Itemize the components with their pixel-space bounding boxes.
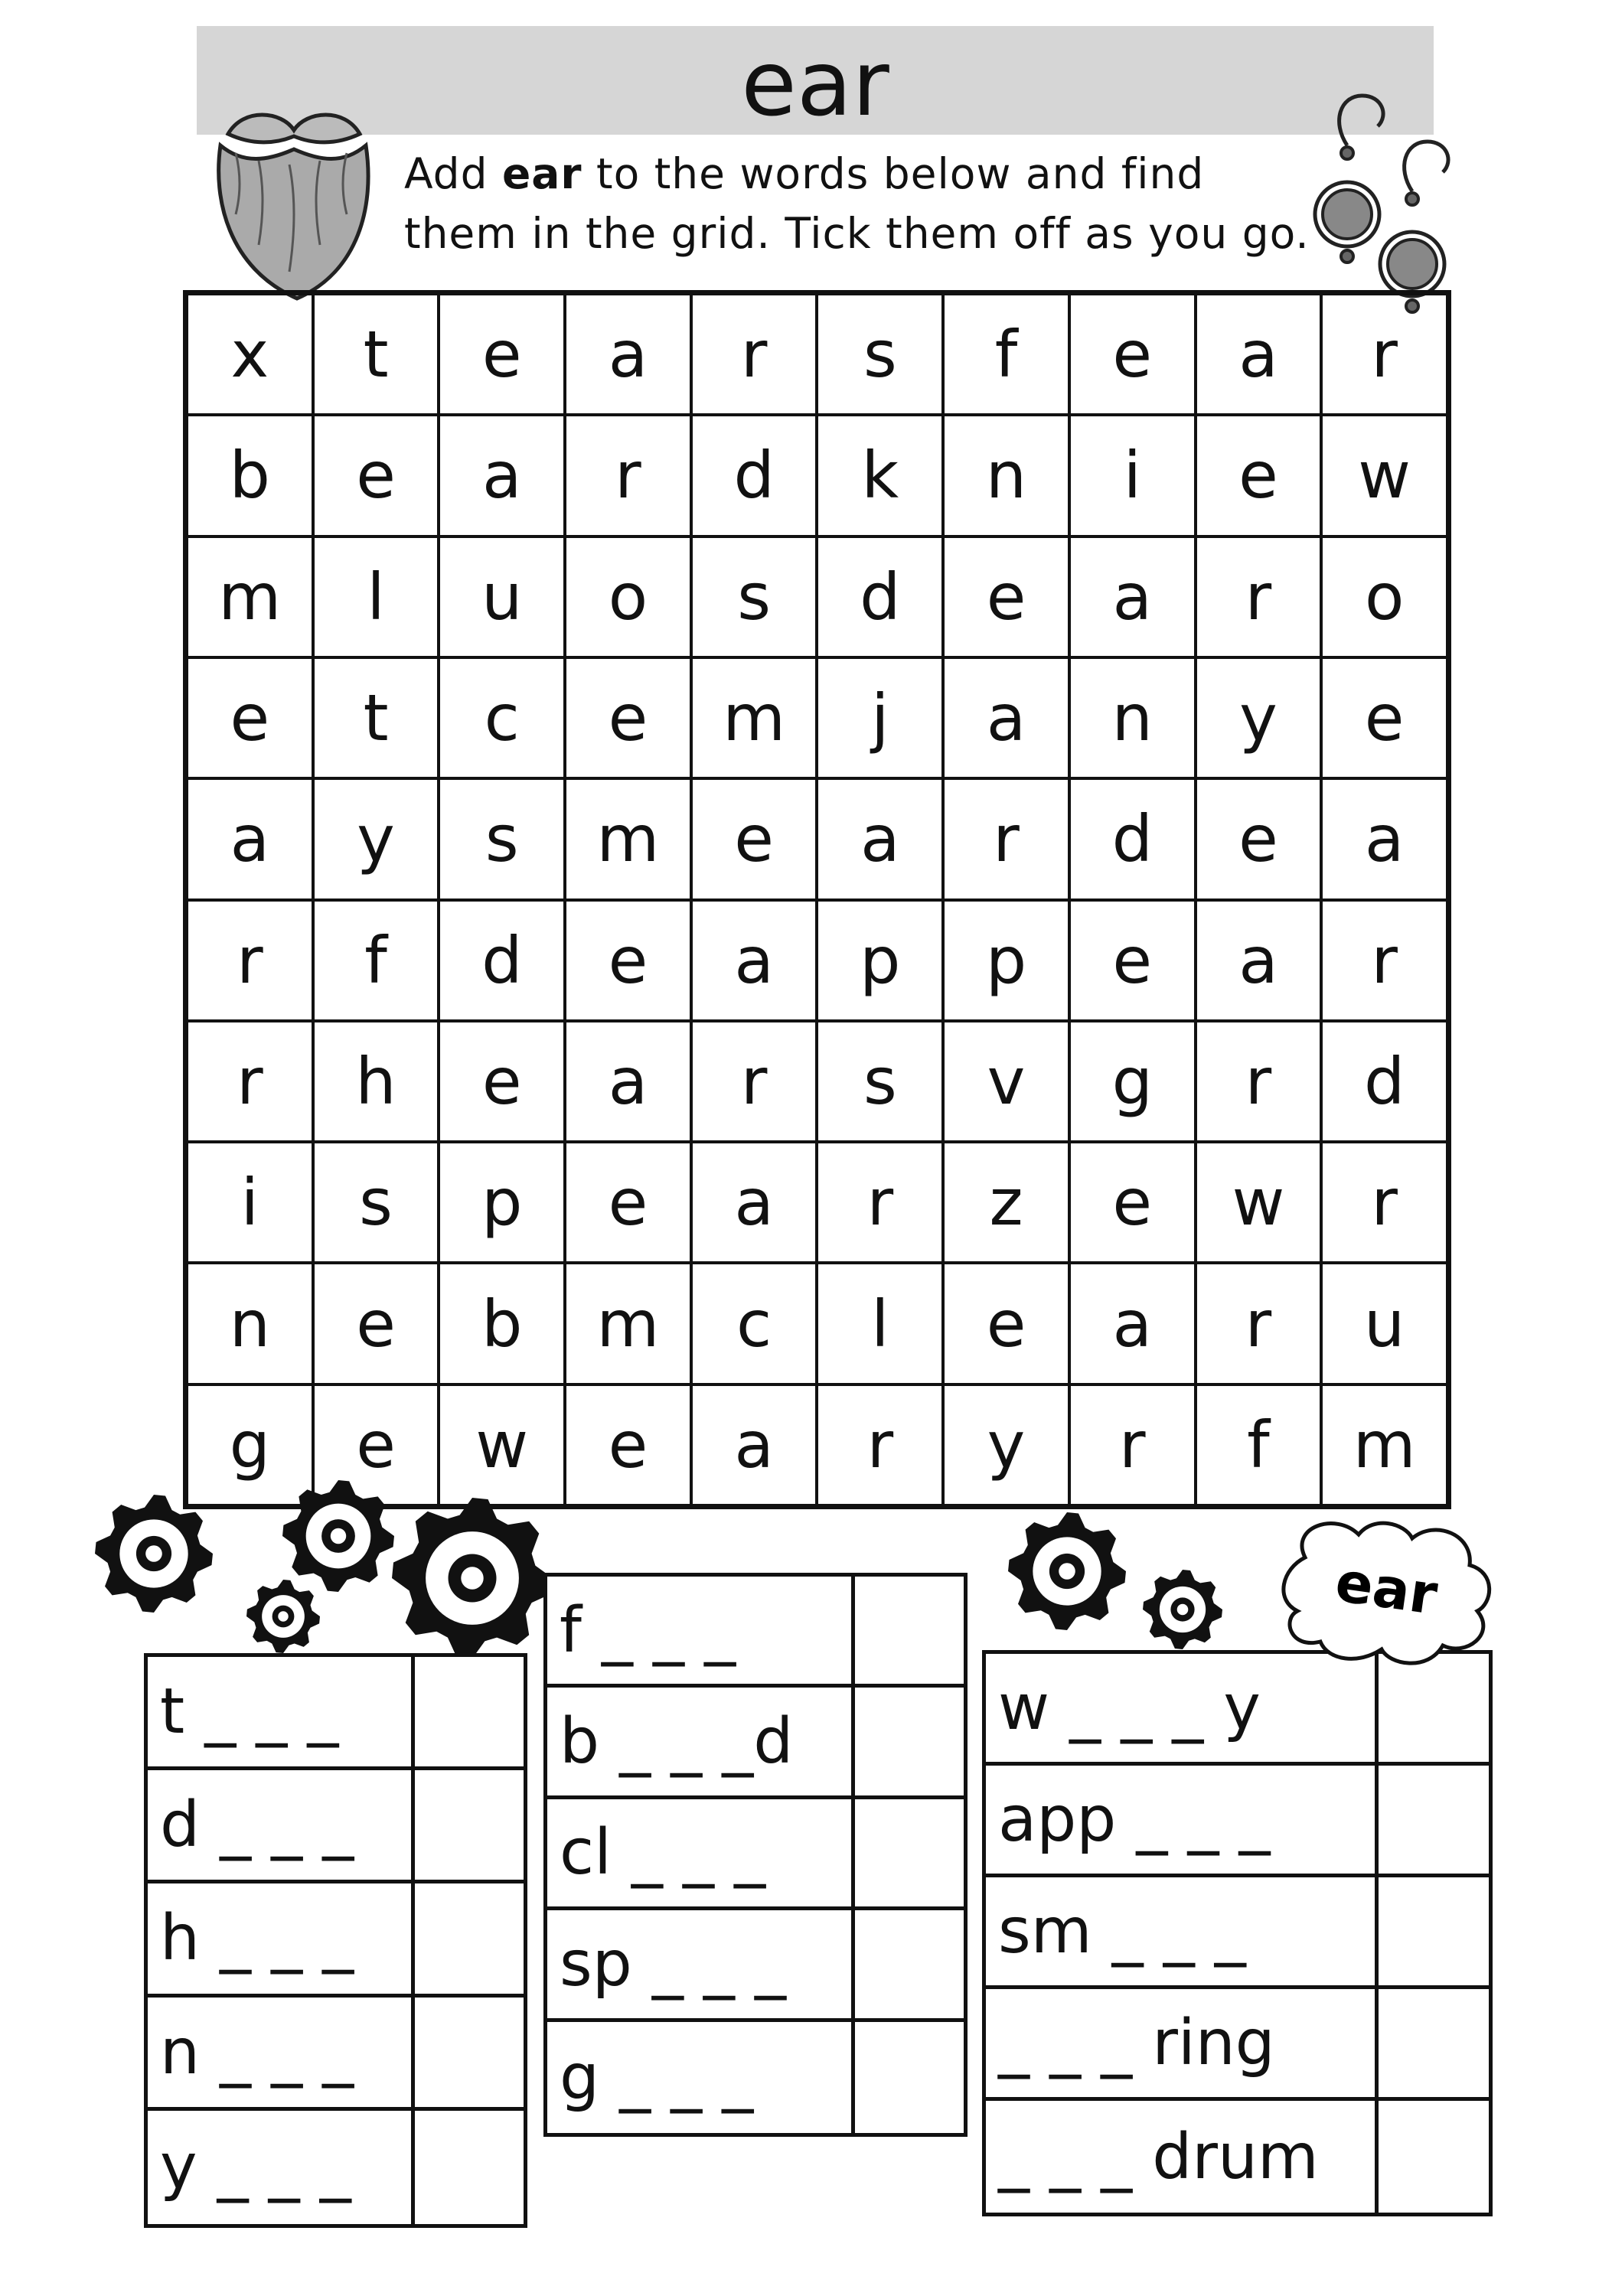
grid-cell[interactable]: a [565, 1021, 691, 1142]
grid-cell[interactable]: c [439, 657, 565, 778]
tick-box[interactable] [415, 1770, 524, 1880]
word-prompt: y _ _ _ [148, 2111, 415, 2224]
grid-cell[interactable]: k [817, 415, 943, 536]
tick-box[interactable] [1379, 1766, 1489, 1874]
tick-box[interactable] [855, 1799, 964, 1906]
grid-cell[interactable]: a [1321, 778, 1447, 899]
gear-icon [1008, 1512, 1126, 1630]
gear-icon [95, 1495, 213, 1613]
grid-cell[interactable]: e [187, 657, 313, 778]
gear-icon [1143, 1570, 1222, 1649]
grid-cell[interactable]: x [187, 294, 313, 415]
word-list-item [148, 1998, 524, 2111]
grid-cell[interactable]: a [1196, 900, 1322, 1021]
grid-cell[interactable]: e [313, 415, 439, 536]
grid-cell[interactable]: e [1321, 657, 1447, 778]
grid-cell[interactable]: i [1069, 415, 1196, 536]
instructions-text: Add [404, 149, 502, 198]
word-list-item [547, 1910, 964, 2021]
grid-cell[interactable]: y [313, 778, 439, 899]
word-list-item [148, 2111, 524, 2224]
grid-cell[interactable]: d [691, 415, 817, 536]
grid-cell[interactable]: e [439, 1021, 565, 1142]
word-prompt: t _ _ _ [148, 1657, 415, 1766]
word-prompt: cl _ _ _ [547, 1799, 855, 1906]
grid-cell[interactable]: j [817, 657, 943, 778]
tick-box[interactable] [855, 1577, 964, 1684]
word-prompt: sm _ _ _ [986, 1877, 1379, 1985]
grid-cell[interactable]: s [439, 778, 565, 899]
word-prompt: b _ _ _d [547, 1688, 855, 1795]
grid-cell[interactable]: r [1196, 1021, 1322, 1142]
grid-cell[interactable]: r [817, 1142, 943, 1263]
grid-cell[interactable]: a [943, 657, 1069, 778]
grid-cell[interactable]: y [943, 1384, 1069, 1505]
grid-cell[interactable]: r [1196, 1263, 1322, 1384]
grid-cell[interactable]: d [1069, 778, 1196, 899]
grid-cell[interactable]: n [943, 415, 1069, 536]
grid-cell[interactable]: r [1069, 1384, 1196, 1505]
tick-box[interactable] [855, 2022, 964, 2133]
grid-cell[interactable]: o [565, 536, 691, 657]
word-list-item [547, 1577, 964, 1688]
grid-cell[interactable]: p [439, 1142, 565, 1263]
grid-cell[interactable]: e [943, 1263, 1069, 1384]
grid-cell[interactable]: a [1069, 536, 1196, 657]
grid-cell[interactable]: a [691, 900, 817, 1021]
grid-cell[interactable]: a [439, 415, 565, 536]
grid-cell[interactable]: l [313, 536, 439, 657]
grid-cell[interactable]: a [187, 778, 313, 899]
instructions-line-2: them in the grid. Tick them off as you go. [404, 209, 1310, 258]
instructions-text: to the words below and find [582, 149, 1205, 198]
gear-icon [246, 1580, 320, 1653]
word-list-item [148, 1657, 524, 1770]
grid-cell[interactable]: e [1196, 415, 1322, 536]
grid-cell[interactable]: e [691, 778, 817, 899]
grid-cell[interactable]: z [943, 1142, 1069, 1263]
grid-cell[interactable]: n [187, 1263, 313, 1384]
grid-cell[interactable]: r [691, 294, 817, 415]
grid-cell[interactable]: l [817, 1263, 943, 1384]
grid-cell[interactable]: r [1321, 1142, 1447, 1263]
grid-cell[interactable]: p [817, 900, 943, 1021]
word-list-item [986, 1766, 1489, 1877]
tick-box[interactable] [415, 1998, 524, 2107]
grid-cell[interactable]: e [565, 1384, 691, 1505]
grid-cell[interactable]: m [1321, 1384, 1447, 1505]
grid-cell[interactable]: e [1196, 778, 1322, 899]
grid-cell[interactable]: n [1069, 657, 1196, 778]
grid-cell[interactable]: r [691, 1021, 817, 1142]
grid-cell[interactable]: a [1069, 1263, 1196, 1384]
cloud-icon [1274, 1512, 1496, 1672]
word-prompt: sp _ _ _ [547, 1910, 855, 2017]
tick-box[interactable] [415, 2111, 524, 2224]
word-prompt: _ _ _ drum [986, 2101, 1379, 2213]
word-list-item [986, 1877, 1489, 1989]
grid-cell[interactable]: u [1321, 1263, 1447, 1384]
grid-cell[interactable]: t [313, 657, 439, 778]
grid-cell[interactable]: u [439, 536, 565, 657]
grid-cell[interactable]: f [1196, 1384, 1322, 1505]
tick-box[interactable] [415, 1883, 524, 1993]
grid-cell[interactable]: e [565, 657, 691, 778]
grid-cell[interactable]: d [439, 900, 565, 1021]
gear-icon [392, 1498, 553, 1658]
grid-cell[interactable]: e [943, 536, 1069, 657]
grid-cell[interactable]: p [943, 900, 1069, 1021]
word-prompt: f _ _ _ [547, 1577, 855, 1684]
cloud-label: ear [1331, 1549, 1442, 1627]
grid-cell[interactable]: r [187, 900, 313, 1021]
word-prompt: w _ _ _ y [986, 1654, 1379, 1762]
tick-box[interactable] [855, 1910, 964, 2017]
grid-cell[interactable]: t [313, 294, 439, 415]
grid-cell[interactable]: r [817, 1384, 943, 1505]
grid-cell[interactable]: r [943, 778, 1069, 899]
grid-cell[interactable]: v [943, 1021, 1069, 1142]
grid-cell[interactable]: g [1069, 1021, 1196, 1142]
word-prompt: app _ _ _ [986, 1766, 1379, 1874]
word-list-3 [982, 1650, 1493, 2216]
word-list-item [148, 1770, 524, 1883]
grid-cell[interactable]: w [1196, 1142, 1322, 1263]
grid-cell[interactable]: o [1321, 536, 1447, 657]
grid-cell[interactable]: d [1321, 1021, 1447, 1142]
word-list-item [986, 2101, 1489, 2213]
page-title: ear [741, 31, 889, 136]
word-prompt: g _ _ _ [547, 2022, 855, 2133]
grid-cell[interactable]: r [1321, 294, 1447, 415]
instructions-bold-ear: ear [501, 149, 582, 198]
word-prompt: n _ _ _ [148, 1998, 415, 2107]
word-list-item [986, 1989, 1489, 2101]
word-list-item [547, 1688, 964, 1799]
grid-cell[interactable]: e [313, 1384, 439, 1505]
grid-cell[interactable]: f [943, 294, 1069, 415]
grid-cell[interactable]: g [187, 1384, 313, 1505]
grid-cell[interactable]: w [439, 1384, 565, 1505]
grid-cell[interactable]: e [1069, 294, 1196, 415]
gear-icon [282, 1480, 394, 1592]
grid-cell[interactable]: e [565, 1142, 691, 1263]
tick-box[interactable] [1379, 2101, 1489, 2213]
word-list-1 [144, 1653, 527, 2228]
word-list-item [547, 1799, 964, 1910]
grid-cell[interactable]: e [565, 900, 691, 1021]
grid-cell[interactable]: i [187, 1142, 313, 1263]
grid-cell[interactable]: b [187, 415, 313, 536]
tick-box[interactable] [1379, 1989, 1489, 2097]
grid-cell[interactable]: e [439, 294, 565, 415]
grid-cell[interactable]: r [187, 1021, 313, 1142]
word-list-item [148, 1883, 524, 1997]
grid-cell[interactable]: m [565, 778, 691, 899]
grid-cell[interactable]: m [691, 657, 817, 778]
grid-cell[interactable]: r [1321, 900, 1447, 1021]
grid-cell[interactable]: y [1196, 657, 1322, 778]
grid-cell[interactable]: a [565, 294, 691, 415]
grid-cell[interactable]: r [565, 415, 691, 536]
grid-cell[interactable]: a [817, 778, 943, 899]
grid-cell[interactable]: r [1196, 536, 1322, 657]
grid-cell[interactable]: e [1069, 900, 1196, 1021]
grid-cell[interactable]: m [187, 536, 313, 657]
grid-cell[interactable]: w [1321, 415, 1447, 536]
grid-cell[interactable]: a [1196, 294, 1322, 415]
grid-cell[interactable]: a [691, 1384, 817, 1505]
grid-cell[interactable]: h [313, 1021, 439, 1142]
grid-cell[interactable]: a [691, 1142, 817, 1263]
word-prompt: d _ _ _ [148, 1770, 415, 1880]
grid-cell[interactable]: s [817, 1021, 943, 1142]
grid-cell[interactable]: e [313, 1263, 439, 1384]
grid-cell[interactable]: d [817, 536, 943, 657]
tick-box[interactable] [415, 1657, 524, 1766]
grid-cell[interactable]: f [313, 900, 439, 1021]
word-list-item [547, 2022, 964, 2133]
word-prompt: _ _ _ ring [986, 1989, 1379, 2097]
grid-cell[interactable]: s [817, 294, 943, 415]
grid-cell[interactable]: b [439, 1263, 565, 1384]
grid-cell[interactable]: m [565, 1263, 691, 1384]
word-list-2 [543, 1573, 968, 2137]
tick-box[interactable] [1379, 1877, 1489, 1985]
tick-box[interactable] [855, 1688, 964, 1795]
grid-cell[interactable]: s [691, 536, 817, 657]
grid-cell[interactable]: s [313, 1142, 439, 1263]
grid-cell[interactable]: e [1069, 1142, 1196, 1263]
word-prompt: h _ _ _ [148, 1883, 415, 1993]
grid-cell[interactable]: c [691, 1263, 817, 1384]
